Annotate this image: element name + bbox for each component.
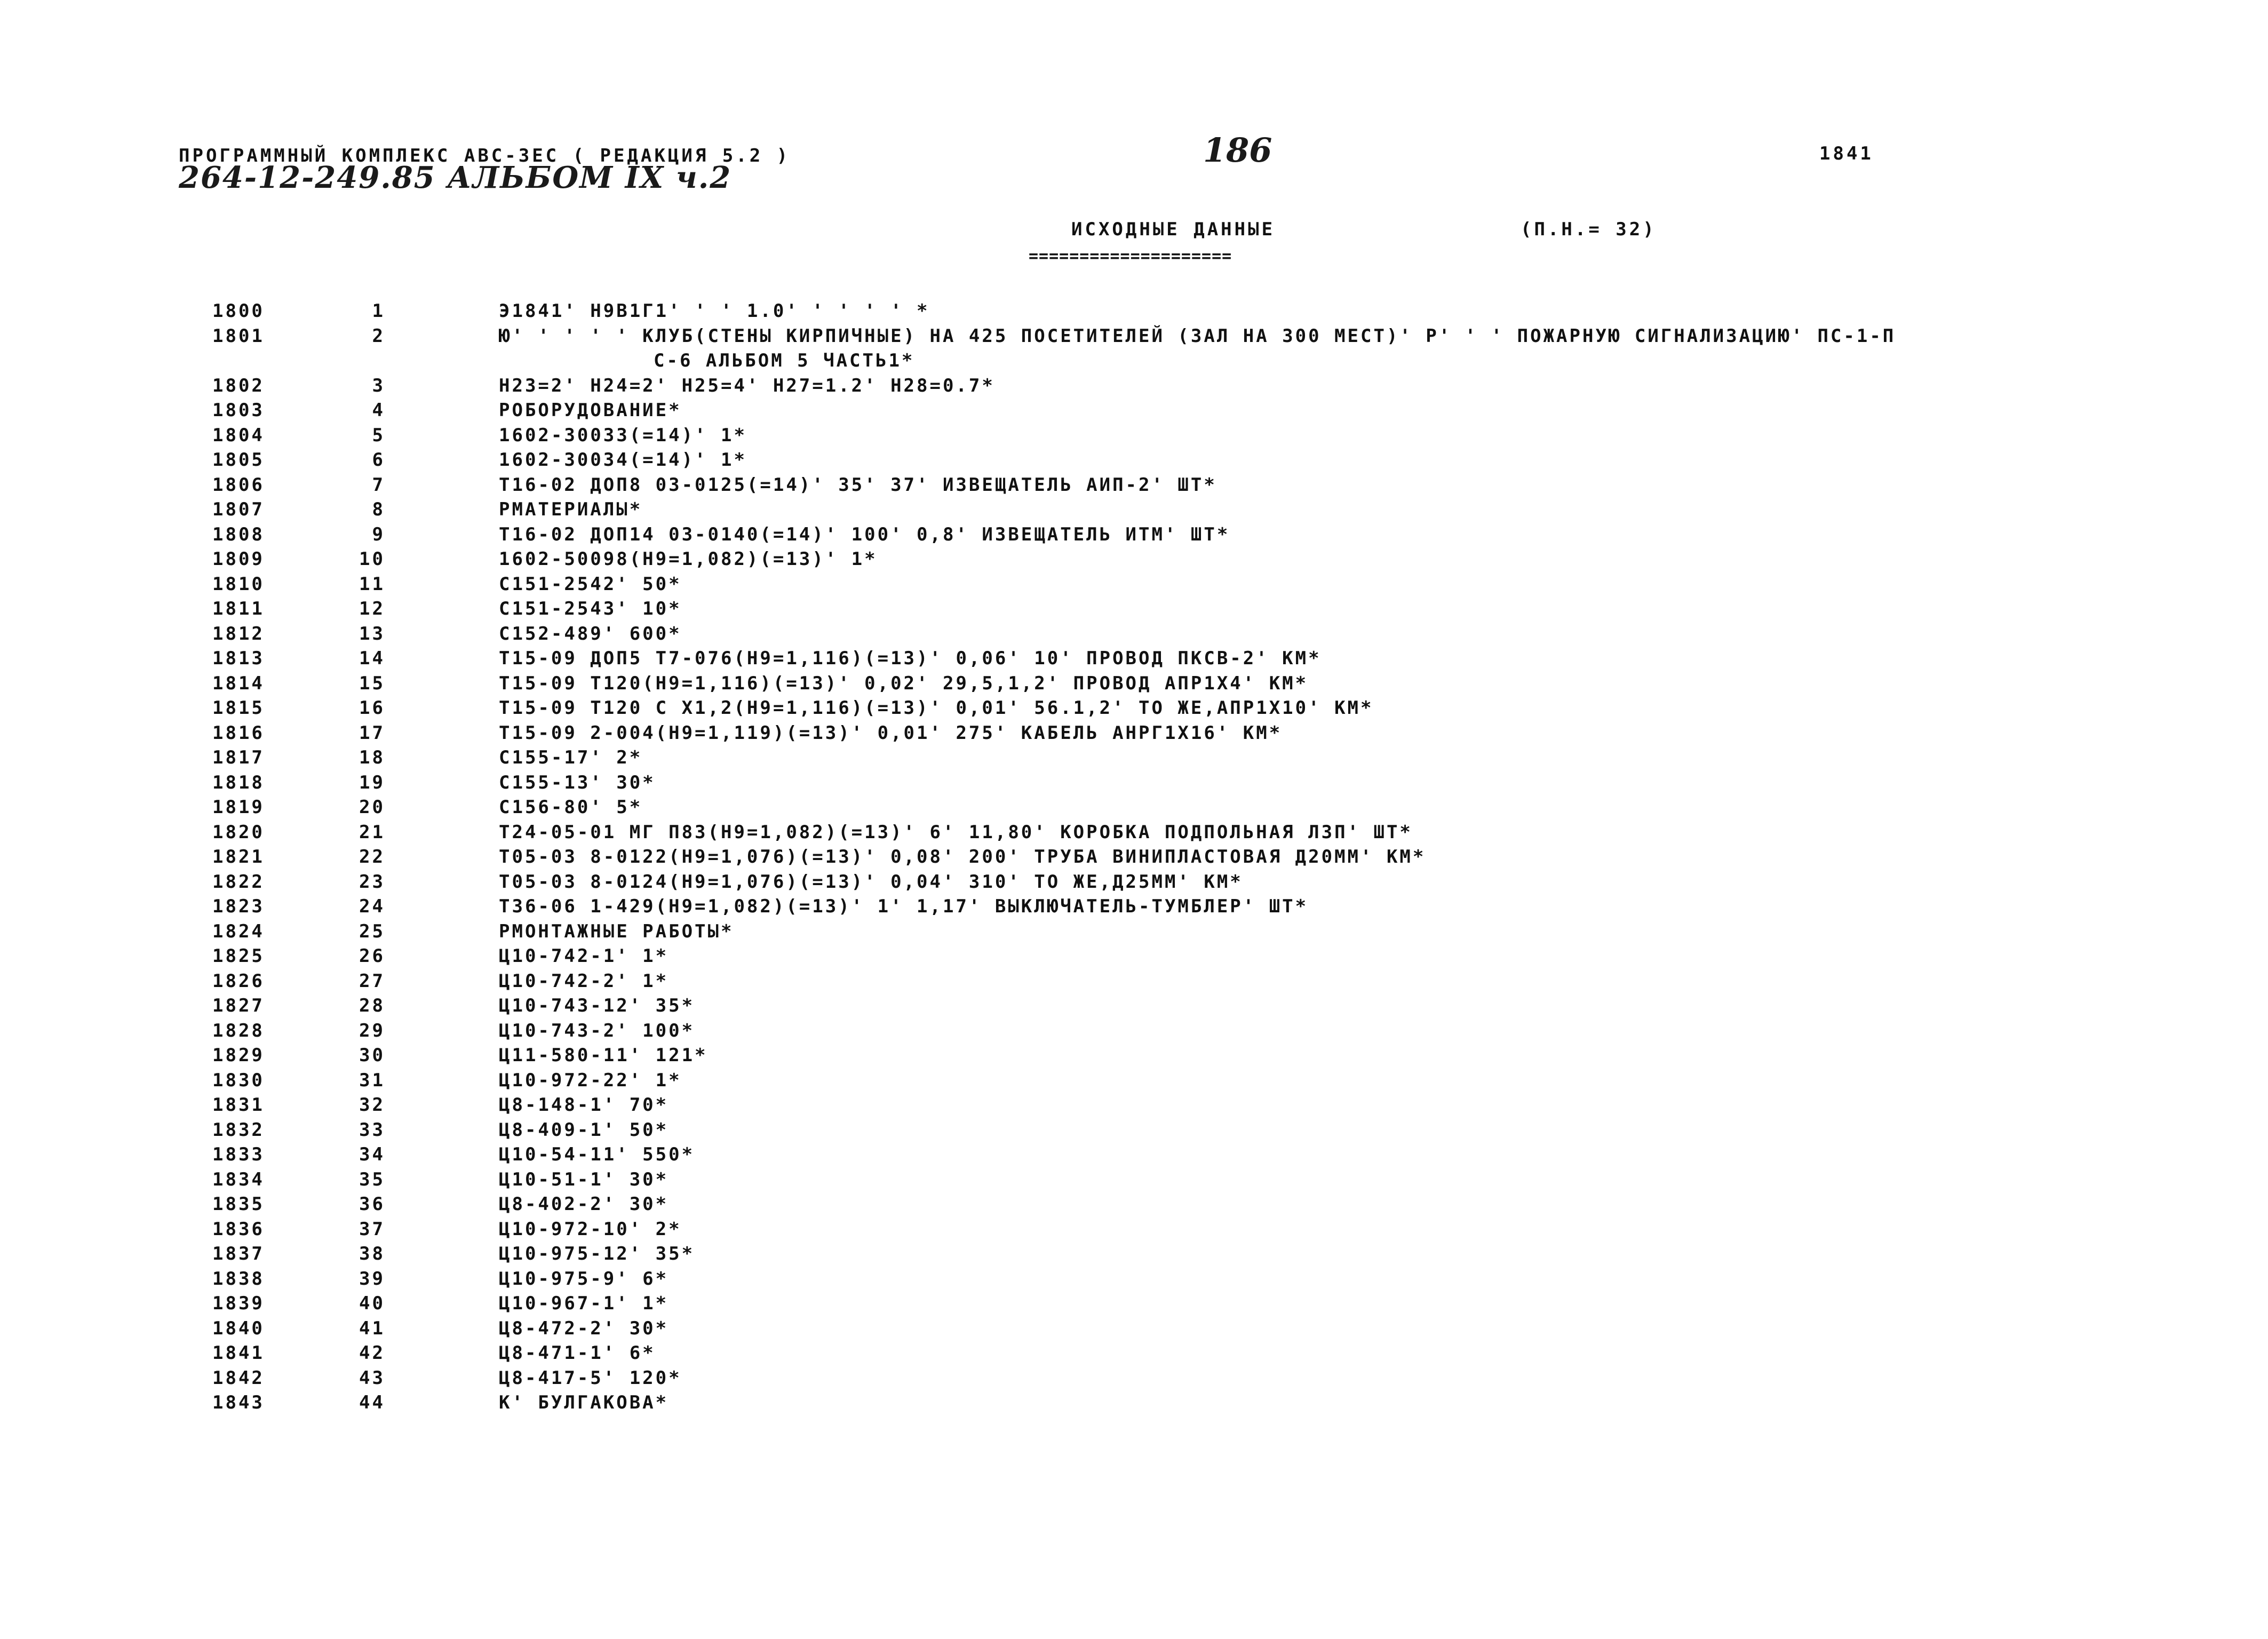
sheet-number: 1841 bbox=[1819, 143, 1874, 164]
listing-row bbox=[0, 797, 2268, 821]
record-text: К' БУЛГАКОВА* bbox=[499, 1392, 669, 1413]
listing-row bbox=[0, 325, 2268, 350]
listing-row bbox=[0, 1243, 2268, 1268]
sequence-number: 25 bbox=[359, 920, 385, 942]
record-text: Н23=2' Н24=2' Н25=4' Н27=1.2' Н28=0.7* bbox=[499, 375, 995, 396]
line-number: 1821 bbox=[212, 846, 265, 868]
record-text: Т24-05-01 МГ П83(Н9=1,082)(=13)' 6' 11,80' КОРОБКА ПОДПОЛЬНАЯ ЛЗП' ШТ* bbox=[499, 821, 1413, 843]
sequence-number: 6 bbox=[372, 449, 385, 471]
sequence-number: 17 bbox=[359, 722, 385, 744]
line-number: 1813 bbox=[212, 648, 265, 669]
sequence-number: 26 bbox=[359, 945, 385, 967]
line-number: 1842 bbox=[212, 1367, 265, 1389]
sequence-number: 5 bbox=[372, 424, 385, 446]
listing-row bbox=[0, 1194, 2268, 1218]
record-text: Т15-09 Т120 С Х1,2(Н9=1,116)(=13)' 0,01' 56.1,2' ТО ЖЕ,АПР1Х10' КМ* bbox=[499, 697, 1374, 719]
listing-row bbox=[0, 400, 2268, 424]
listing-row bbox=[0, 1367, 2268, 1392]
sequence-number: 39 bbox=[359, 1268, 385, 1290]
line-number: 1818 bbox=[212, 771, 265, 793]
sequence-number: 13 bbox=[359, 623, 385, 645]
record-text: Ц10-972-10' 2* bbox=[499, 1218, 682, 1240]
line-number: 1805 bbox=[212, 449, 265, 471]
line-number: 1834 bbox=[212, 1168, 265, 1190]
listing-row bbox=[0, 648, 2268, 672]
record-text: С151-2543' 10* bbox=[499, 598, 682, 619]
listing-row bbox=[0, 722, 2268, 747]
listing-row bbox=[0, 574, 2268, 598]
line-number: 1829 bbox=[212, 1045, 265, 1066]
sequence-number: 44 bbox=[359, 1392, 385, 1413]
line-number: 1801 bbox=[212, 325, 265, 347]
record-text-continuation: С-6 АЛЬБОМ 5 ЧАСТЬ1* bbox=[654, 350, 915, 371]
listing-row bbox=[0, 623, 2268, 648]
line-number: 1822 bbox=[212, 871, 265, 893]
record-text: Ц10-54-11' 550* bbox=[499, 1144, 695, 1165]
record-text: Ц10-743-12' 35* bbox=[499, 995, 695, 1016]
listing-row bbox=[0, 1169, 2268, 1194]
sequence-number: 40 bbox=[359, 1293, 385, 1314]
listing-row bbox=[0, 921, 2268, 945]
sequence-number: 23 bbox=[359, 871, 385, 893]
record-text: С155-13' 30* bbox=[499, 771, 656, 793]
record-text: Ц10-967-1' 1* bbox=[499, 1293, 669, 1314]
listing-row bbox=[0, 425, 2268, 449]
line-number: 1806 bbox=[212, 474, 265, 496]
line-number: 1824 bbox=[212, 920, 265, 942]
line-number: 1836 bbox=[212, 1218, 265, 1240]
line-number: 1807 bbox=[212, 499, 265, 520]
sequence-number: 35 bbox=[359, 1168, 385, 1190]
listing-row bbox=[0, 1144, 2268, 1168]
record-text: Т16-02 ДОП14 03-0140(=14)' 100' 0,8' ИЗВЕЩАТЕЛЬ ИТМ' ШТ* bbox=[499, 523, 1230, 545]
record-text: С156-80' 5* bbox=[499, 797, 643, 818]
listing-row bbox=[0, 449, 2268, 474]
line-number: 1823 bbox=[212, 896, 265, 917]
record-text: 1602-30033(=14)' 1* bbox=[499, 424, 747, 446]
sequence-number: 4 bbox=[372, 400, 385, 421]
record-text: Э1841' Н9В1Г1' ' ' 1.0' ' ' ' ' * bbox=[499, 300, 930, 322]
sequence-number: 34 bbox=[359, 1144, 385, 1165]
sequence-number: 43 bbox=[359, 1367, 385, 1389]
line-number: 1808 bbox=[212, 523, 265, 545]
line-number: 1816 bbox=[212, 722, 265, 744]
line-number: 1812 bbox=[212, 623, 265, 645]
sequence-number: 8 bbox=[372, 499, 385, 520]
sequence-number: 14 bbox=[359, 648, 385, 669]
listing-row bbox=[0, 548, 2268, 573]
listing-row bbox=[0, 1094, 2268, 1119]
record-text: РМОНТАЖНЫЕ РАБОТЫ* bbox=[499, 920, 734, 942]
record-text: Ц8-471-1' 6* bbox=[499, 1342, 656, 1364]
listing-row bbox=[0, 474, 2268, 499]
line-number: 1840 bbox=[212, 1317, 265, 1339]
record-text: Ц8-472-2' 30* bbox=[499, 1317, 669, 1339]
line-number: 1827 bbox=[212, 995, 265, 1016]
document-title: ИСХОДНЫЕ ДАННЫЕ bbox=[1071, 219, 1276, 240]
record-text: Ц10-743-2' 100* bbox=[499, 1020, 695, 1041]
record-text: 1602-50098(Н9=1,082)(=13)' 1* bbox=[499, 548, 878, 570]
listing-row bbox=[0, 871, 2268, 896]
line-number: 1830 bbox=[212, 1069, 265, 1091]
record-text: Ц10-742-1' 1* bbox=[499, 945, 669, 967]
listing-row bbox=[0, 970, 2268, 995]
record-text: Т36-06 1-429(Н9=1,082)(=13)' 1' 1,17' ВЫКЛЮЧАТЕЛЬ-ТУМБЛЕР' ШТ* bbox=[499, 896, 1309, 917]
sequence-number: 12 bbox=[359, 598, 385, 619]
listing-row bbox=[0, 747, 2268, 771]
record-text: Т15-09 2-004(Н9=1,119)(=13)' 0,01' 275' КАБЕЛЬ АНРГ1Х16' КМ* bbox=[499, 722, 1283, 744]
line-number: 1815 bbox=[212, 697, 265, 719]
record-text: Т15-09 Т120(Н9=1,116)(=13)' 0,02' 29,5,1,2' ПРОВОД АПР1Х4' КМ* bbox=[499, 672, 1309, 694]
listing-row bbox=[0, 772, 2268, 797]
listing-row bbox=[0, 1119, 2268, 1144]
record-text: Ц8-148-1' 70* bbox=[499, 1094, 669, 1116]
sequence-number: 22 bbox=[359, 846, 385, 868]
handwritten-album-note: 264-12-249.85 АЛЬБОМ IX ч.2 bbox=[179, 160, 732, 195]
line-number: 1838 bbox=[212, 1268, 265, 1290]
record-text: Ц10-51-1' 30* bbox=[499, 1168, 669, 1190]
listing-row bbox=[0, 1268, 2268, 1293]
record-text: РМАТЕРИАЛЫ* bbox=[499, 499, 643, 520]
line-number: 1831 bbox=[212, 1094, 265, 1116]
record-text: Ц10-742-2' 1* bbox=[499, 970, 669, 992]
line-number: 1819 bbox=[212, 797, 265, 818]
listing-row bbox=[0, 1219, 2268, 1243]
listing-row bbox=[0, 1045, 2268, 1069]
listing-row bbox=[0, 1070, 2268, 1094]
listing-row bbox=[0, 524, 2268, 548]
sequence-number: 27 bbox=[359, 970, 385, 992]
sequence-number: 33 bbox=[359, 1119, 385, 1141]
listing-row bbox=[0, 598, 2268, 623]
listing-row bbox=[0, 896, 2268, 920]
title-underline: ==================== bbox=[1029, 247, 1232, 266]
program-header: ПРОГРАММНЫЙ КОМПЛЕКС АВС-ЗЕС ( РЕДАКЦИЯ 5.2 ) bbox=[179, 145, 791, 166]
listing-row bbox=[0, 945, 2268, 970]
sequence-number: 42 bbox=[359, 1342, 385, 1364]
sequence-number: 18 bbox=[359, 747, 385, 768]
listing-row bbox=[0, 1020, 2268, 1045]
line-number: 1832 bbox=[212, 1119, 265, 1141]
line-number: 1802 bbox=[212, 375, 265, 396]
sequence-number: 30 bbox=[359, 1045, 385, 1066]
line-number: 1820 bbox=[212, 821, 265, 843]
line-number: 1843 bbox=[212, 1392, 265, 1413]
record-text: С152-489' 600* bbox=[499, 623, 682, 645]
listing-row bbox=[0, 995, 2268, 1020]
sequence-number: 36 bbox=[359, 1194, 385, 1215]
record-text: Ц8-402-2' 30* bbox=[499, 1194, 669, 1215]
line-number: 1835 bbox=[212, 1194, 265, 1215]
sequence-number: 41 bbox=[359, 1317, 385, 1339]
record-text: РОБОРУДОВАНИЕ* bbox=[499, 400, 682, 421]
sequence-number: 10 bbox=[359, 548, 385, 570]
record-text: Ц8-417-5' 120* bbox=[499, 1367, 682, 1389]
listing-row bbox=[0, 499, 2268, 523]
sequence-number: 9 bbox=[372, 523, 385, 545]
sequence-number: 24 bbox=[359, 896, 385, 917]
line-number: 1837 bbox=[212, 1243, 265, 1264]
line-number: 1814 bbox=[212, 672, 265, 694]
line-number: 1817 bbox=[212, 747, 265, 768]
record-text: С155-17' 2* bbox=[499, 747, 643, 768]
listing-row bbox=[0, 1293, 2268, 1317]
line-number: 1826 bbox=[212, 970, 265, 992]
sequence-number: 21 bbox=[359, 821, 385, 843]
line-number: 1839 bbox=[212, 1293, 265, 1314]
sequence-number: 37 bbox=[359, 1218, 385, 1240]
line-number: 1804 bbox=[212, 424, 265, 446]
sequence-number: 15 bbox=[359, 672, 385, 694]
line-number: 1810 bbox=[212, 573, 265, 595]
record-text: Т05-03 8-0124(Н9=1,076)(=13)' 0,04' 310' ТО ЖЕ,Д25ММ' КМ* bbox=[499, 871, 1243, 893]
record-text: Ц8-409-1' 50* bbox=[499, 1119, 669, 1141]
line-number: 1825 bbox=[212, 945, 265, 967]
record-text: Ц10-975-12' 35* bbox=[499, 1243, 695, 1264]
listing-row bbox=[0, 375, 2268, 400]
sequence-number: 1 bbox=[372, 300, 385, 322]
record-text: Т15-09 ДОП5 Т7-076(Н9=1,116)(=13)' 0,06' 10' ПРОВОД ПКСВ-2' КМ* bbox=[499, 648, 1322, 669]
listing-row bbox=[0, 822, 2268, 846]
record-text: Ц10-972-22' 1* bbox=[499, 1069, 682, 1091]
line-number: 1833 bbox=[212, 1144, 265, 1165]
sequence-number: 29 bbox=[359, 1020, 385, 1041]
sequence-number: 19 bbox=[359, 771, 385, 793]
line-number: 1809 bbox=[212, 548, 265, 570]
listing-row bbox=[0, 846, 2268, 871]
sequence-number: 32 bbox=[359, 1094, 385, 1116]
line-number: 1811 bbox=[212, 598, 265, 619]
listing-row bbox=[0, 1318, 2268, 1342]
handwritten-page-number: 186 bbox=[1203, 131, 1272, 170]
line-number: 1841 bbox=[212, 1342, 265, 1364]
sequence-number: 16 bbox=[359, 697, 385, 719]
sequence-number: 7 bbox=[372, 474, 385, 496]
record-text: Т16-02 ДОП8 03-0125(=14)' 35' 37' ИЗВЕЩАТЕЛЬ АИП-2' ШТ* bbox=[499, 474, 1217, 496]
record-text: Ц10-975-9' 6* bbox=[499, 1268, 669, 1290]
sequence-number: 31 bbox=[359, 1069, 385, 1091]
record-text: Ц11-580-11' 121* bbox=[499, 1045, 708, 1066]
record-text: С151-2542' 50* bbox=[499, 573, 682, 595]
sequence-number: 38 bbox=[359, 1243, 385, 1264]
sequence-number: 11 bbox=[359, 573, 385, 595]
sequence-number: 3 bbox=[372, 375, 385, 396]
record-text: 1602-30034(=14)' 1* bbox=[499, 449, 747, 471]
line-number: 1803 bbox=[212, 400, 265, 421]
sequence-number: 28 bbox=[359, 995, 385, 1016]
listing-row-continuation bbox=[0, 350, 2268, 375]
line-number: 1800 bbox=[212, 300, 265, 322]
listing-row bbox=[0, 300, 2268, 325]
listing-row bbox=[0, 697, 2268, 722]
listing-row bbox=[0, 673, 2268, 697]
record-text: Ю' ' ' ' ' КЛУБ(СТЕНЫ КИРПИЧНЫЕ) НА 425 ПОСЕТИТЕЛЕЙ (ЗАЛ НА 300 МЕСТ)' Р' ' ' ПОЖАРНУЮ СИГНАЛИЗАЦИЮ' ПС-1-П bbox=[499, 325, 1896, 347]
sequence-number: 2 bbox=[372, 325, 385, 347]
sequence-number: 20 bbox=[359, 797, 385, 818]
page-label: (П.Н.= 32) bbox=[1521, 219, 1657, 240]
listing-row bbox=[0, 1342, 2268, 1367]
line-number: 1828 bbox=[212, 1020, 265, 1041]
listing-row bbox=[0, 1392, 2268, 1417]
record-text: Т05-03 8-0122(Н9=1,076)(=13)' 0,08' 200' ТРУБА ВИНИПЛАСТОВАЯ Д20ММ' КМ* bbox=[499, 846, 1426, 868]
